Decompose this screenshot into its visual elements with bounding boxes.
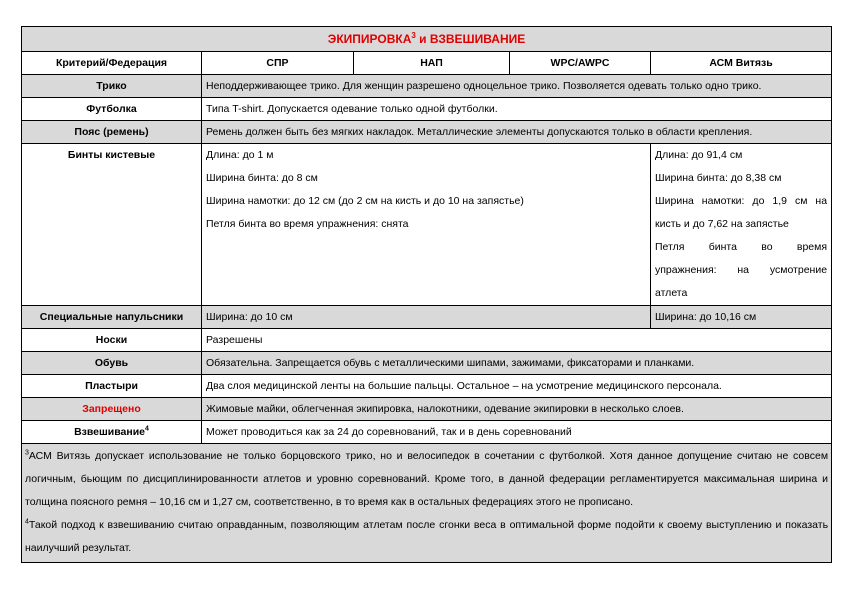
wraps-acm-line: упражнения: на усмотрение xyxy=(655,264,828,276)
title-row xyxy=(22,27,832,52)
wraps-acm-line: атлета xyxy=(655,287,688,299)
label-weighin xyxy=(22,421,202,444)
value-wristbands-acm: Ширина: до 10,16 см xyxy=(651,306,832,329)
label-shoes: Обувь xyxy=(22,352,202,375)
header-row xyxy=(22,52,832,75)
row-tshirt xyxy=(22,98,832,121)
label-socks: Носки xyxy=(22,329,202,352)
wraps-acm-line: Ширина намотки: до 1,9 см на xyxy=(655,195,828,207)
footnote-4 xyxy=(25,514,828,560)
footnote-4-mark: 4 xyxy=(25,518,29,526)
label-weighin-text: Взвешивание xyxy=(74,426,146,438)
wraps-common-line: Длина: до 1 м xyxy=(206,149,274,161)
row-forbidden xyxy=(22,398,832,421)
wraps-common-line: Ширина намотки: до 12 см (до 2 см на кисть и до 10 на запястье) xyxy=(206,195,524,207)
row-wristbands xyxy=(22,306,832,329)
footnote-4-text: Такой подход к взвешиванию считаю оправданным, позволяющим атлетам после сгонки веса в оптимальной форме подойти к своему выступлению и показать наилучший результат. xyxy=(25,519,829,554)
value-wraps-acm xyxy=(651,144,832,306)
wraps-common-line: Ширина бинта: до 8 см xyxy=(206,172,318,184)
footnotes xyxy=(22,444,832,563)
value-shoes: Обязательна. Запрещается обувь с металлическими шипами, зажимами, фиксаторами и планками. xyxy=(202,352,832,375)
wraps-common-line: Петля бинта во время упражнения: снята xyxy=(206,218,409,230)
value-wristbands-common: Ширина: до 10 см xyxy=(202,306,651,329)
header-acm: АСМ Витязь xyxy=(651,52,832,75)
value-weighin: Может проводиться как за 24 до соревнований, так и в день соревнований xyxy=(202,421,832,444)
title-main: ЭКИПИРОВКА xyxy=(327,32,412,46)
footnote-3-text: АСМ Витязь допускает использование не только борцовского трико, но и велосипедок в сочетании с футболкой. Хотя данное допущение считаю не совсем логичным, бьющим по дисциплинированности атлетов и уровню соревнований. Кроме того, в данной федерации регламентируется максимальная ширина и толщина поясного ремня – 10,16 см и 1,27 см, соответственно, в то время как в остальных федерациях этого не прописано. xyxy=(25,450,829,508)
value-tshirt: Типа T-shirt. Допускается одевание только одной футболки. xyxy=(202,98,832,121)
label-tshirt: Футболка xyxy=(22,98,202,121)
header-criterion: Критерий/Федерация xyxy=(22,52,202,75)
header-nap: НАП xyxy=(354,52,510,75)
row-wraps xyxy=(22,144,832,306)
wraps-acm-line: кисть и до 7,62 на запястье xyxy=(655,218,789,230)
equipment-table-page xyxy=(21,26,831,563)
footnotes-row xyxy=(22,444,832,563)
wraps-acm-line: Петля бинта во время xyxy=(655,241,828,253)
footnote-3-mark: 3 xyxy=(25,449,29,457)
equipment-table xyxy=(21,26,832,563)
header-wpc: WPC/AWPC xyxy=(510,52,651,75)
label-wristbands: Специальные напульсники xyxy=(22,306,202,329)
value-plasters: Два слоя медицинской ленты на большие пальцы. Остальное – на усмотрение медицинского персонала. xyxy=(202,375,832,398)
row-socks xyxy=(22,329,832,352)
value-socks: Разрешены xyxy=(202,329,832,352)
label-forbidden: Запрещено xyxy=(22,398,202,421)
wraps-acm-line: Длина: до 91,4 см xyxy=(655,149,743,161)
footnote-3 xyxy=(25,445,828,514)
weighin-footnote-mark: 4 xyxy=(145,425,149,433)
title-footnote-mark: 3 xyxy=(411,31,416,40)
label-plasters: Пластыри xyxy=(22,375,202,398)
label-trico: Трико xyxy=(22,75,202,98)
label-wraps: Бинты кистевые xyxy=(22,144,202,306)
value-forbidden: Жимовые майки, облегченная экипировка, налокотники, одевание экипировки в несколько слоев. xyxy=(202,398,832,421)
label-belt: Пояс (ремень) xyxy=(22,121,202,144)
value-belt: Ремень должен быть без мягких накладок. Металлические элементы допускаются только в области крепления. xyxy=(202,121,832,144)
header-spr: СПР xyxy=(202,52,354,75)
row-weighin xyxy=(22,421,832,444)
table-title xyxy=(22,27,832,52)
value-trico: Неподдерживающее трико. Для женщин разрешено одноцельное трико. Позволяется одевать только одно трико. xyxy=(202,75,832,98)
row-trico xyxy=(22,75,832,98)
row-plasters xyxy=(22,375,832,398)
value-wraps-common xyxy=(202,144,651,306)
wraps-acm-line: Ширина бинта: до 8,38 см xyxy=(655,172,782,184)
title-rest: и ВЗВЕШИВАНИЕ xyxy=(415,32,526,46)
row-belt xyxy=(22,121,832,144)
row-shoes xyxy=(22,352,832,375)
